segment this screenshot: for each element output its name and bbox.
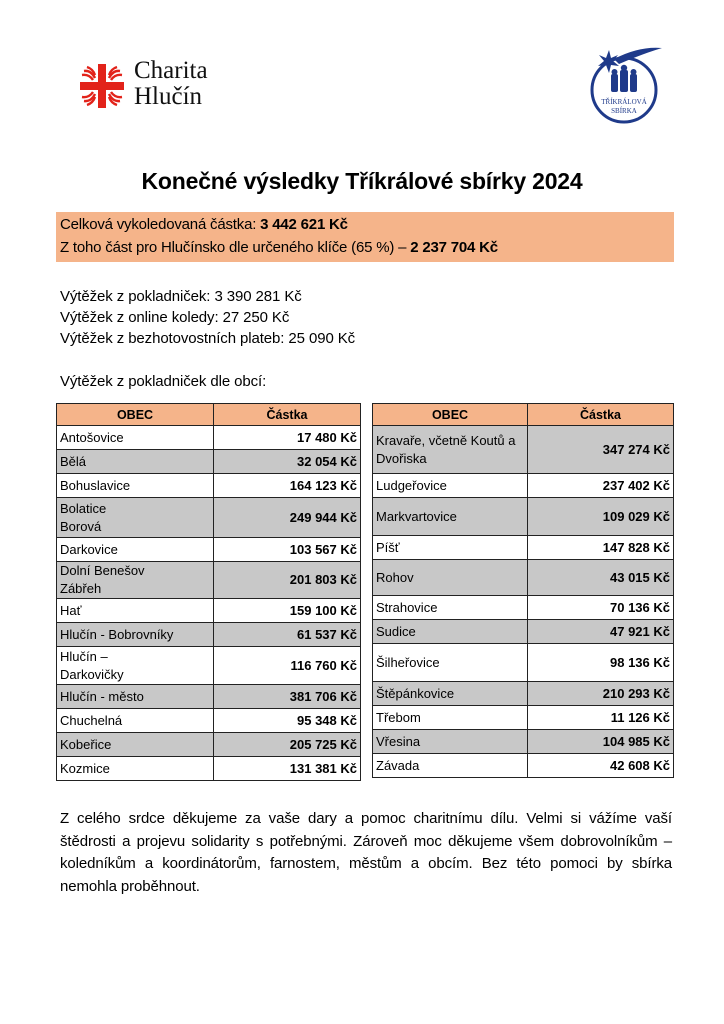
- table-row: Dolní Benešov Zábřeh 201 803 Kč: [57, 562, 361, 599]
- table-row: Hlučín - město 381 706 Kč: [57, 685, 361, 709]
- header-obec: OBEC: [373, 404, 528, 426]
- page-title: Konečné výsledky Tříkrálové sbírky 2024: [141, 168, 583, 194]
- org-name: Charita Hlučín: [134, 57, 208, 110]
- table-header: [373, 404, 674, 426]
- section-subtitle: Výtěžek z pokladniček dle obcí:: [60, 373, 267, 390]
- table-row: Kravaře, včetně Koutů a Dvořiska 347 274 Kč: [373, 426, 674, 474]
- charita-cross-icon: [78, 62, 126, 110]
- municipality-table-right: [372, 403, 674, 778]
- trikralova-sbirka-logo: [584, 44, 664, 126]
- table-row: Kobeřice 205 725 Kč: [57, 733, 361, 757]
- table-row: Ludgeřovice 237 402 Kč: [373, 474, 674, 498]
- total-line: Celková vykoledovaná částka: 3 442 621 Kč: [60, 216, 348, 233]
- stats-list: [60, 286, 355, 349]
- thank-you-paragraph: Z celého srdce děkujeme za vaše dary a pomoc charitnímu dílu. Velmi si vážíme vaší štědrosti a projevu solidarity s potřebnými. Zároveň moc děkujeme všem dobrovolníkům – koledníkům a koordinátorům, farnostem, městům a obcím. Bez této pomoci by sbírka nemohla proběhnout.: [60, 810, 672, 895]
- table-row: Třebom 11 126 Kč: [373, 706, 674, 730]
- stat-pokladnicky: Výtěžek z pokladniček: 3 390 281 Kč: [60, 288, 302, 305]
- table-row: Bohuslavice 164 123 Kč: [57, 474, 361, 498]
- header-obec: OBEC: [57, 404, 214, 426]
- table-row: Hať 159 100 Kč: [57, 599, 361, 623]
- table-row: Závada 42 608 Kč: [373, 754, 674, 778]
- table-row: Sudice 47 921 Kč: [373, 620, 674, 644]
- table-row: Kozmice 131 381 Kč: [57, 757, 361, 781]
- header-castka: Částka: [214, 404, 361, 426]
- table-row: Chuchelná 95 348 Kč: [57, 709, 361, 733]
- header-castka: Částka: [528, 404, 674, 426]
- table-row: Vřesina 104 985 Kč: [373, 730, 674, 754]
- svg-text:SBÍRKA: SBÍRKA: [611, 107, 637, 115]
- charita-hlucin-logo: [78, 58, 238, 114]
- stat-bezhotovostni: Výtěžek z bezhotovostních plateb: 25 090 Kč: [60, 330, 356, 347]
- table-row: Štěpánkovice 210 293 Kč: [373, 682, 674, 706]
- share-line: Z toho část pro Hlučínsko dle určeného klíče (65 %) – 2 237 704 Kč: [60, 239, 498, 256]
- table-row: Bělá 32 054 Kč: [57, 450, 361, 474]
- share-value: 2 237 704 Kč: [410, 239, 498, 256]
- table-row: Markvartovice 109 029 Kč: [373, 498, 674, 536]
- table-row: Rohov 43 015 Kč: [373, 560, 674, 596]
- svg-text:TŘÍKRÁLOVÁ: TŘÍKRÁLOVÁ: [601, 98, 647, 106]
- table-row: Strahovice 70 136 Kč: [373, 596, 674, 620]
- table-row: Šilheřovice 98 136 Kč: [373, 644, 674, 682]
- table-row: Bolatice Borová 249 944 Kč: [57, 498, 361, 538]
- three-kings-star-icon: [584, 44, 664, 126]
- stat-online: Výtěžek z online koledy: 27 250 Kč: [60, 309, 290, 326]
- table-row: Píšť 147 828 Kč: [373, 536, 674, 560]
- municipality-table-left: [56, 403, 361, 781]
- table-header: [57, 404, 361, 426]
- summary-box: [56, 212, 674, 262]
- table-row: Darkovice 103 567 Kč: [57, 538, 361, 562]
- total-value: 3 442 621 Kč: [260, 216, 348, 233]
- table-row: Hlučín – Darkovičky 116 760 Kč: [57, 647, 361, 685]
- table-row: Antošovice 17 480 Kč: [57, 426, 361, 450]
- table-row: Hlučín - Bobrovníky 61 537 Kč: [57, 623, 361, 647]
